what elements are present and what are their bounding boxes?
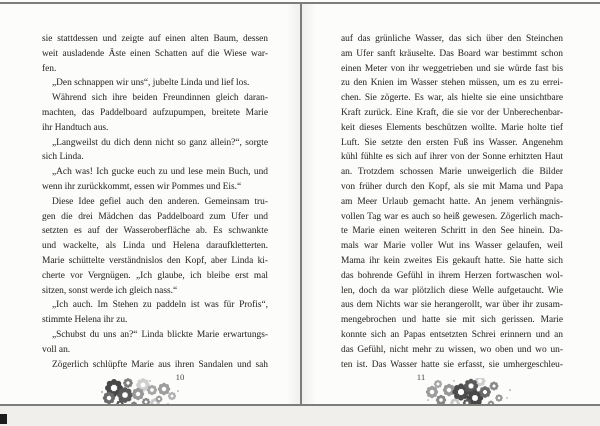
text-line: Während sich ihre beiden Freundinnen gleich daran- xyxy=(52,93,268,104)
text-line: wenn ihr zurückkommt, essen wir Pommes und Eis.“ xyxy=(42,181,242,192)
text-line: am Ufer sanft kräuselte. Das Board war bestimmt schon xyxy=(341,48,563,59)
below-page-strip xyxy=(0,406,600,426)
text-line: Marie schüttelte verständnislos den Kopf, aber Linda ki- xyxy=(42,255,268,266)
text-line: cherte vor Vergnügen. „Ich glaube, ich bleibe erst mal xyxy=(42,270,268,281)
page-number-left: 10 xyxy=(175,372,185,382)
text-line: aus dem Nichts war sie herangerollt, war über ihr zusam- xyxy=(341,300,563,311)
text-line: sitzen, sonst werde ich gleich nass.“ xyxy=(42,285,178,296)
text-line: konnte sich an Papas entsetzten Schrei erinnern und an xyxy=(341,329,563,340)
text-line: weit ausladende Äste einen Schatten auf die Wiese war- xyxy=(42,48,268,59)
text-line: „Ich auch. Im Stehen zu paddeln ist was für Profis“, xyxy=(52,300,268,311)
text-line: zu den Knien im Wasser stehen müssen, um es zu errei- xyxy=(341,78,563,89)
text-line: das bohrende Gefühl in ihrem Herzen fortwaschen wol- xyxy=(341,270,563,281)
text-line: Diese Idee gefiel auch den anderen. Gemeinsam tru- xyxy=(52,196,268,207)
text-line: keit dieses Elements beschützen wollte. Marie holte tief xyxy=(341,122,563,133)
left-page-text xyxy=(42,32,268,372)
text-line: Kraft zurück. Eine Kraft, die sie vor der Unberechenbar- xyxy=(341,107,563,118)
text-line: an. Trotzdem schossen Marie unweigerlich die Bilder xyxy=(341,167,563,178)
text-line: „Schubst du uns an?“ Linda blickte Marie erwartungs- xyxy=(52,329,268,340)
text-line: ihr Handtuch aus. xyxy=(42,122,109,133)
text-line: ten ist. Das Wasser hatte sie erfasst, sie umhergeschleu- xyxy=(341,359,563,370)
text-line: machten, das Paddelboard aufzupumpen, breitete Marie xyxy=(42,107,268,118)
text-line: kühl fühlte es sich auf ihrer von der Sonne erhitzten Haut xyxy=(341,152,563,163)
text-line: vollen Tag war es auch so heiß gewesen. Zögerlich mach- xyxy=(341,211,563,222)
text-line: te Marie einen weiteren Schritt in den See hinein. Da- xyxy=(341,226,563,237)
text-line: stimmte Helena ihr zu. xyxy=(42,315,128,326)
text-line: sie stattdessen und zeigte auf einen alten Baum, dessen xyxy=(42,34,268,44)
gutter-shadow-left xyxy=(286,4,300,404)
text-line: Luft. Sie setzte den ersten Fuß ins Wasser. Angenehm xyxy=(341,137,563,148)
text-line: auf das grünliche Wasser, das sich über den Steinchen xyxy=(341,34,563,44)
scan-artifact xyxy=(0,414,7,424)
text-line: und wackelte, als Linda und Helena daraufkletterten. xyxy=(42,241,268,252)
text-line: voll an. xyxy=(42,344,71,355)
right-page-text xyxy=(341,32,563,372)
text-line: fen. xyxy=(42,63,57,74)
page-number-right: 11 xyxy=(416,372,426,382)
text-line: von früher durch den Kopf, als sie mit Mama und Papa xyxy=(341,181,563,192)
text-line: Zögerlich schlüpfte Marie aus ihren Sandalen und sah xyxy=(52,359,268,370)
gutter-shadow-right xyxy=(302,4,316,404)
page-gutter-line xyxy=(300,2,302,404)
text-line: „Ach was! Ich gucke euch zu und lese mein Buch, und xyxy=(52,167,268,178)
text-line: chen. Sie zögerte. Es war, als hielte sie eine unsichtbare xyxy=(341,93,563,104)
text-line: sich Linda. xyxy=(42,152,84,163)
text-line: am Meer Urlaub gemacht hatte. An jenem verhängnis- xyxy=(341,196,563,207)
text-line: Mama ihr kein zweites Eis gekauft hatte. Sie hatte sich xyxy=(341,255,563,266)
text-line: das Gefühl, nicht mehr zu wissen, wo oben und wo un- xyxy=(341,344,563,355)
text-line: gen die drei Mädchen das Paddelboard zum Ufer und xyxy=(42,211,268,222)
text-line: mals war Marie voller Wut ins Wasser gelaufen, weil xyxy=(341,241,563,252)
text-line: setzten es auf der Wasseroberfläche ab. Es schwankte xyxy=(42,226,268,237)
text-line: „Den schnappen wir uns“, jubelte Linda und lief los. xyxy=(52,78,250,89)
text-line: mengebrochen und hatte sie mit sich gerissen. Marie xyxy=(341,315,563,326)
text-line: einen Meter von ihr weggetrieben und sie würde fast bis xyxy=(341,63,563,74)
text-line: len, doch da war plötzlich diese Welle aufgetaucht. Wie xyxy=(341,285,563,296)
text-line: „Langweilst du dich denn nicht so ganz allein?“, sorgte xyxy=(52,137,268,148)
